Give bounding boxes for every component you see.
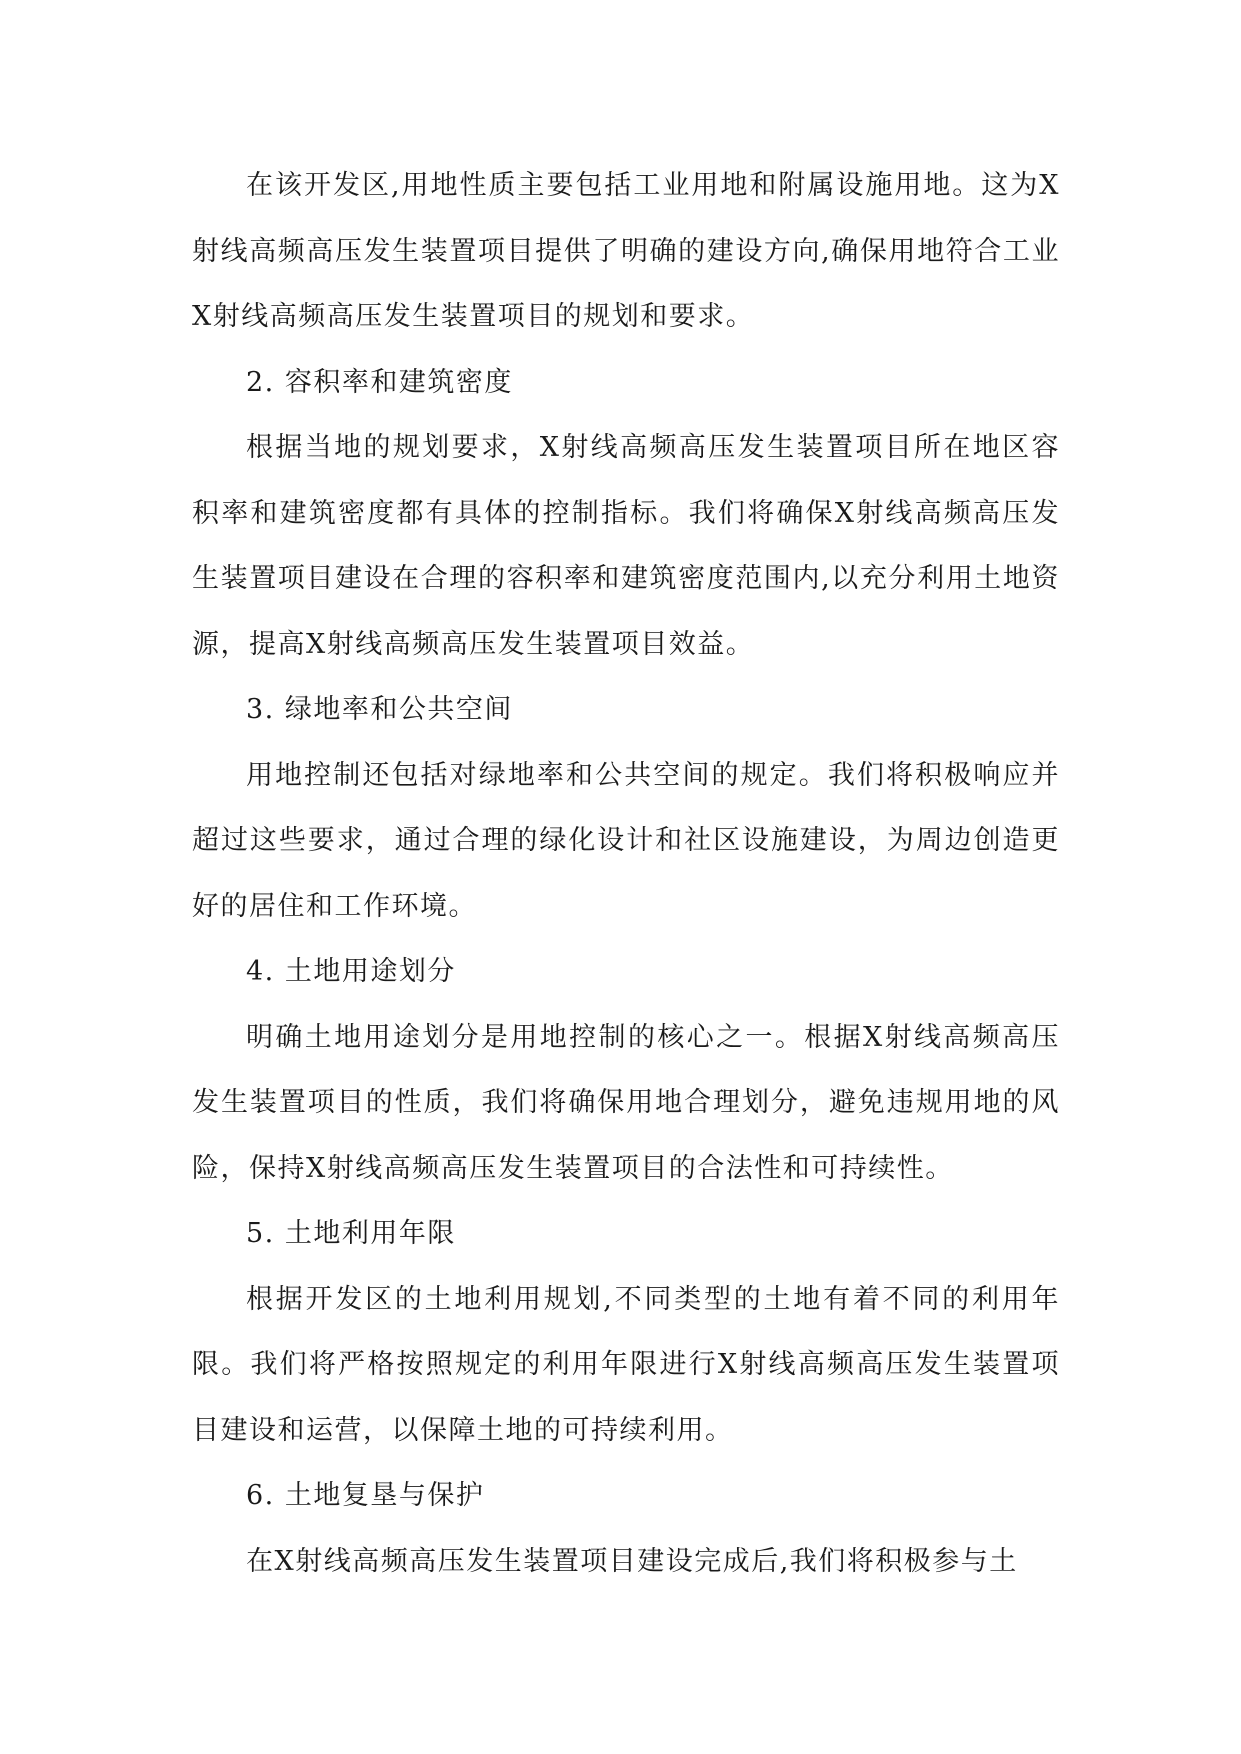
paragraph-green-space: 用地控制还包括对绿地率和公共空间的规定。我们将积极响应并超过这些要求，通过合理的绿化设计和社区设施建设，为周边创造更好的居住和工作环境。 (192, 759, 1060, 922)
section-heading-green-space: 3. 绿地率和公共空间 (246, 694, 513, 725)
section-heading-land-use-term: 5. 土地利用年限 (246, 1218, 456, 1249)
paragraph-land-use-nature: 在该开发区,用地性质主要包括工业用地和附属设施用地。这为X射线高频高压发生装置项目提供了明确的建设方向,确保用地符合工业X射线高频高压发生装置项目的规划和要求。 (192, 170, 1060, 332)
section-heading-floor-area-ratio: 2. 容积率和建筑密度 (246, 366, 513, 398)
section-heading-land-use-division: 4. 土地用途划分 (246, 956, 456, 987)
paragraph-land-use-term: 根据开发区的土地利用规划,不同类型的土地有着不同的利用年限。我们将严格按照规定的利用年限进行X射线高频高压发生装置项目建设和运营，以保障土地的可持续利用。 (192, 1283, 1060, 1446)
paragraph-land-use-division: 明确土地用途划分是用地控制的核心之一。根据X射线高频高压发生装置项目的性质，我们将确保用地合理划分，避免违规用地的风险，保持X射线高频高压发生装置项目的合法性和可持续性。 (192, 1021, 1060, 1184)
document-body (192, 153, 1060, 1594)
paragraph-floor-area-ratio: 根据当地的规划要求，X射线高频高压发生装置项目所在地区容积率和建筑密度都有具体的控制指标。我们将确保X射线高频高压发生装置项目建设在合理的容积率和建筑密度范围内,以充分利用土地资源，提高X射线高频高压发生装置项目效益。 (192, 432, 1060, 660)
section-heading-land-reclamation: 6. 土地复垦与保护 (246, 1480, 485, 1511)
paragraph-land-reclamation: 在X射线高频高压发生装置项目建设完成后,我们将积极参与土 (246, 1545, 1018, 1577)
